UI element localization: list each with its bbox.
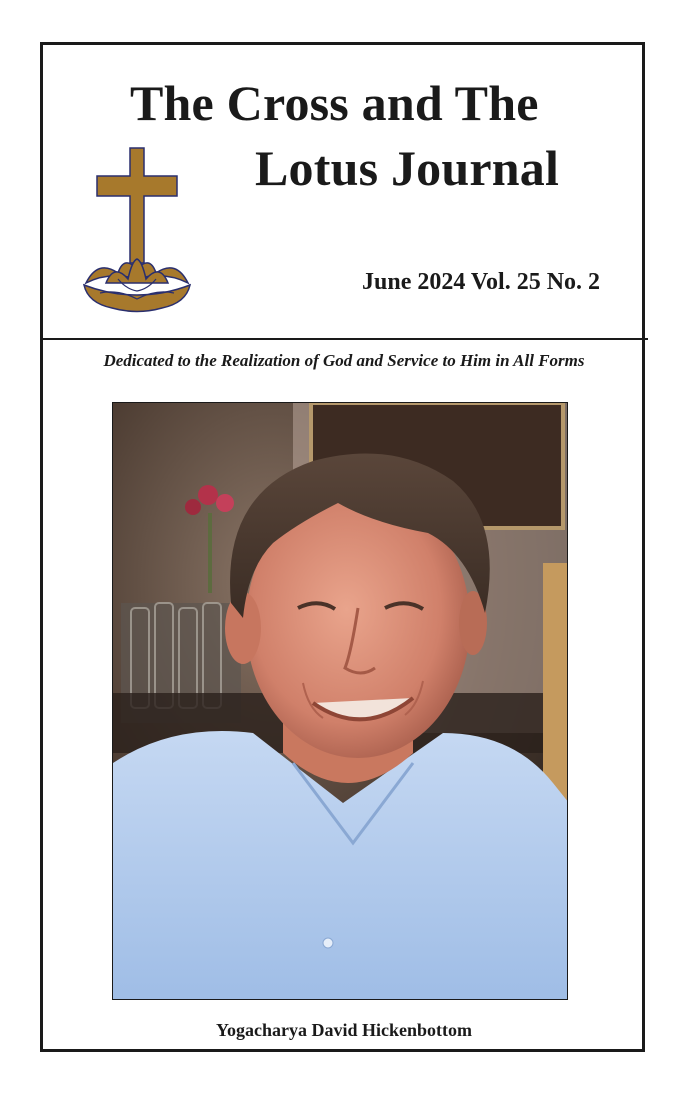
tagline: Dedicated to the Realization of God and Service to Him in All Forms: [103, 351, 585, 370]
journal-title-line-2: Lotus Journal: [255, 140, 560, 196]
photo-caption: Yogacharya David Hickenbottom: [216, 1020, 472, 1040]
cover-portrait-photo: [112, 402, 568, 1000]
issue-date-volume: June 2024 Vol. 25 No. 2: [362, 269, 601, 295]
header-divider: [40, 338, 648, 340]
cross-lotus-icon: [78, 143, 196, 318]
journal-title-line-1: The Cross and The: [130, 75, 539, 131]
